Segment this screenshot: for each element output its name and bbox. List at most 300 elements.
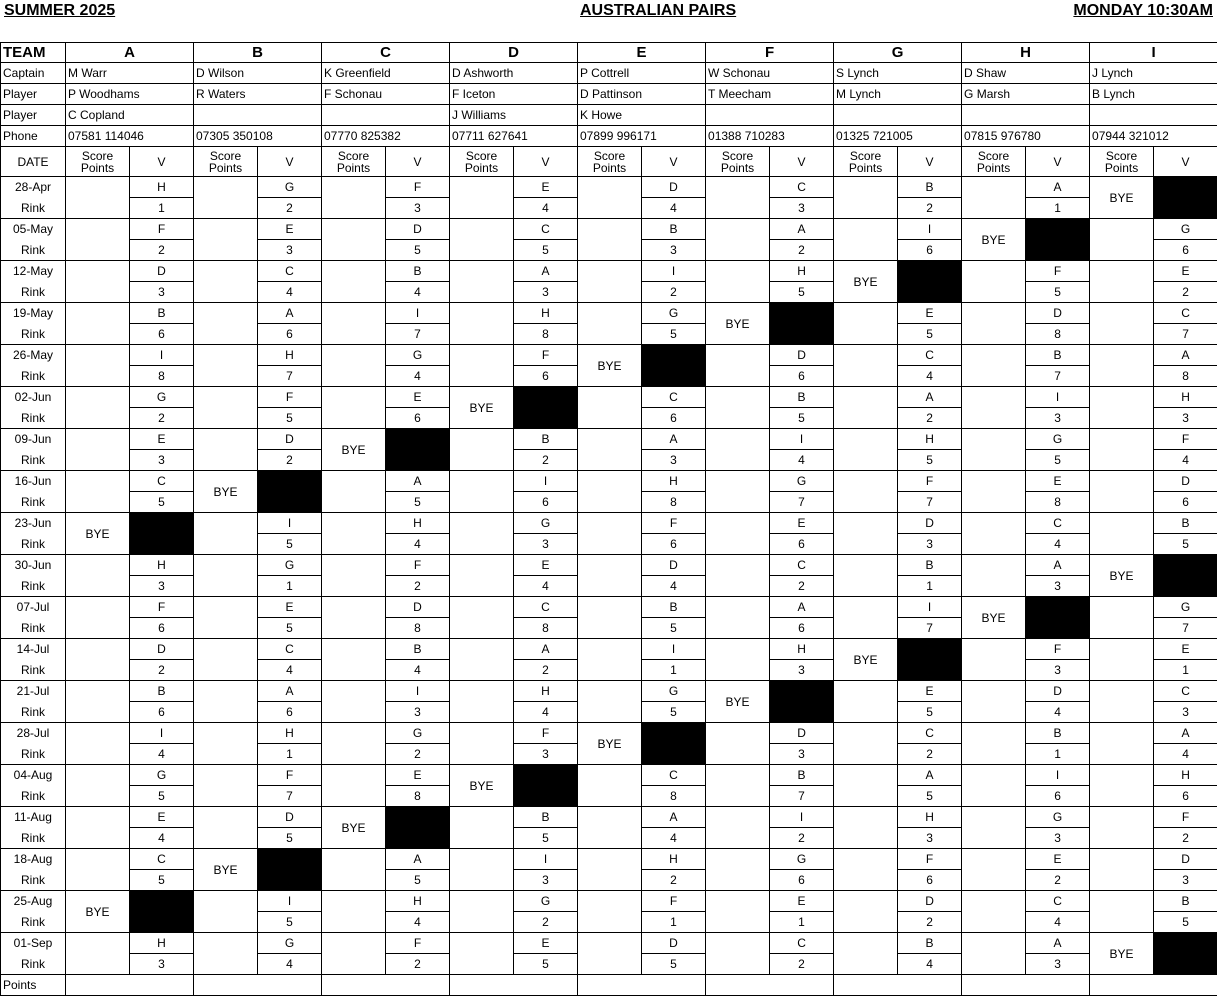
bye-cell: BYE (834, 261, 898, 303)
score-cell (1090, 744, 1154, 765)
score-cell (834, 408, 898, 429)
fixture-row (1, 471, 1217, 492)
rink-cell: 5 (258, 912, 322, 933)
score-cell (578, 534, 642, 555)
score-cell (962, 345, 1026, 366)
opponent-cell: E (258, 219, 322, 240)
rink-cell: 6 (642, 534, 706, 555)
rink-label: Rink (1, 660, 66, 681)
score-cell (706, 660, 770, 681)
score-cell (834, 912, 898, 933)
score-label: Score (849, 148, 882, 163)
team-captain: K Greenfield (322, 63, 450, 84)
score-cell (1090, 261, 1154, 282)
score-cell (1090, 681, 1154, 702)
fixture-date: 05-May (1, 219, 66, 240)
rink-label: Rink (1, 786, 66, 807)
score-cell (706, 471, 770, 492)
rink-cell: 5 (258, 618, 322, 639)
team-captain: D Ashworth (450, 63, 578, 84)
score-cell (322, 555, 386, 576)
score-cell (66, 639, 130, 660)
score-cell (578, 282, 642, 303)
score-cell (834, 429, 898, 450)
rink-cell: 4 (130, 828, 194, 849)
bye-cell: BYE (834, 639, 898, 681)
opponent-cell: A (642, 807, 706, 828)
team-player1: M Lynch (834, 84, 962, 105)
player-row (1, 105, 1217, 126)
score-cell (322, 744, 386, 765)
opponent-cell: A (1154, 723, 1217, 744)
opponent-cell: D (1026, 681, 1090, 702)
team-letter: F (706, 43, 834, 63)
score-cell (578, 660, 642, 681)
session-time: MONDAY 10:30AM (1073, 2, 1213, 19)
opponent-cell: G (1154, 219, 1217, 240)
opponent-cell: C (1026, 513, 1090, 534)
rink-label: Rink (1, 450, 66, 471)
score-cell (322, 198, 386, 219)
rink-label: Rink (1, 366, 66, 387)
bye-blackout (898, 261, 962, 303)
score-cell (322, 261, 386, 282)
team-letter: C (322, 43, 450, 63)
team-player2: J Williams (450, 105, 578, 126)
score-cell (194, 282, 258, 303)
fixture-row (1, 177, 1217, 198)
score-cell (322, 912, 386, 933)
rink-cell: 2 (898, 744, 962, 765)
opponent-cell: I (642, 261, 706, 282)
score-cell (450, 576, 514, 597)
opponent-cell: G (1026, 807, 1090, 828)
rink-cell: 3 (770, 198, 834, 219)
fixture-date: 23-Jun (1, 513, 66, 534)
fixture-date: 04-Aug (1, 765, 66, 786)
opponent-cell: I (770, 429, 834, 450)
opponent-cell: G (386, 345, 450, 366)
rink-cell: 2 (130, 240, 194, 261)
score-cell (962, 471, 1026, 492)
score-cell (1090, 429, 1154, 450)
opponent-cell: C (898, 723, 962, 744)
bye-blackout (258, 471, 322, 513)
rink-cell: 3 (1154, 702, 1217, 723)
opponent-cell: G (642, 303, 706, 324)
points-label: Points (1, 975, 66, 996)
opponent-cell: I (1026, 765, 1090, 786)
opponent-cell: A (770, 597, 834, 618)
rink-label: Rink (1, 912, 66, 933)
bye-cell: BYE (578, 345, 642, 387)
opponent-cell: D (898, 891, 962, 912)
score-cell (962, 744, 1026, 765)
rink-cell: 2 (258, 198, 322, 219)
rink-cell: 5 (642, 702, 706, 723)
score-cell (706, 555, 770, 576)
score-cell (66, 324, 130, 345)
score-cell (66, 786, 130, 807)
bye-cell: BYE (962, 597, 1026, 639)
rink-cell: 7 (258, 366, 322, 387)
rink-cell: 4 (258, 954, 322, 975)
points-total-row (1, 975, 1217, 996)
rink-cell: 7 (1154, 618, 1217, 639)
score-cell (578, 303, 642, 324)
fixture-row (1, 219, 1217, 240)
team-player1: G Marsh (962, 84, 1090, 105)
rink-cell: 6 (770, 870, 834, 891)
opponent-cell: D (130, 639, 194, 660)
score-cell (834, 618, 898, 639)
rink-cell: 5 (130, 870, 194, 891)
score-cell (450, 345, 514, 366)
bye-cell: BYE (322, 807, 386, 849)
score-cell (194, 639, 258, 660)
score-cell (194, 387, 258, 408)
fixture-row (1, 513, 1217, 534)
score-cell (450, 513, 514, 534)
score-cell (834, 303, 898, 324)
opponent-cell: I (386, 303, 450, 324)
score-cell (66, 744, 130, 765)
rink-cell: 4 (258, 660, 322, 681)
opponent-cell: B (1026, 723, 1090, 744)
opponent-cell: G (1154, 597, 1217, 618)
rink-cell: 3 (514, 282, 578, 303)
score-points-header (322, 147, 386, 177)
rink-cell: 7 (386, 324, 450, 345)
score-cell (322, 765, 386, 786)
score-cell (578, 492, 642, 513)
score-cell (450, 723, 514, 744)
rink-cell: 5 (770, 408, 834, 429)
score-cell (1090, 828, 1154, 849)
fixture-row (1, 807, 1217, 828)
opponent-cell: A (898, 387, 962, 408)
opponent-cell: A (258, 303, 322, 324)
opponent-cell: H (386, 891, 450, 912)
rink-cell: 5 (642, 954, 706, 975)
opponent-cell: I (514, 471, 578, 492)
rink-cell: 4 (386, 282, 450, 303)
team-points-total (322, 975, 450, 996)
score-cell (578, 240, 642, 261)
score-cell (194, 429, 258, 450)
points-label: Points (208, 160, 243, 175)
score-cell (962, 555, 1026, 576)
score-cell (578, 639, 642, 660)
score-cell (450, 849, 514, 870)
rink-row (1, 660, 1217, 681)
player-row (1, 84, 1217, 105)
score-cell (322, 471, 386, 492)
score-cell (578, 807, 642, 828)
score-cell (834, 366, 898, 387)
opponent-cell: A (770, 219, 834, 240)
opponent-cell: F (386, 177, 450, 198)
fixture-row (1, 597, 1217, 618)
rink-cell: 5 (1026, 282, 1090, 303)
opponent-cell: F (898, 849, 962, 870)
score-cell (706, 597, 770, 618)
team-captain: J Lynch (1090, 63, 1217, 84)
rink-label: Rink (1, 492, 66, 513)
opponent-cell: B (130, 681, 194, 702)
score-cell (962, 870, 1026, 891)
rink-cell: 6 (642, 408, 706, 429)
score-cell (578, 618, 642, 639)
score-cell (962, 534, 1026, 555)
opponent-cell: E (770, 891, 834, 912)
score-points-header (834, 147, 898, 177)
opponent-cell: E (386, 387, 450, 408)
score-cell (450, 261, 514, 282)
rink-cell: 2 (386, 954, 450, 975)
score-cell (450, 870, 514, 891)
score-cell (578, 408, 642, 429)
opponent-cell: D (642, 177, 706, 198)
score-cell (962, 723, 1026, 744)
score-cell (706, 219, 770, 240)
opponent-cell: I (258, 891, 322, 912)
opponent-cell: F (642, 891, 706, 912)
opponent-cell: C (1026, 891, 1090, 912)
rink-cell: 3 (258, 240, 322, 261)
opponent-cell: E (258, 597, 322, 618)
rink-cell: 4 (1026, 912, 1090, 933)
score-cell (194, 954, 258, 975)
opponent-cell: A (1026, 177, 1090, 198)
score-cell (1090, 387, 1154, 408)
score-cell (578, 891, 642, 912)
opponent-cell: B (386, 261, 450, 282)
opponent-cell: G (130, 387, 194, 408)
rink-cell: 2 (898, 198, 962, 219)
score-cell (962, 513, 1026, 534)
rink-label: Rink (1, 240, 66, 261)
rink-cell: 4 (642, 198, 706, 219)
score-cell (706, 870, 770, 891)
points-label: Points (592, 160, 627, 175)
rink-cell: 6 (130, 702, 194, 723)
opponent-cell: C (1154, 681, 1217, 702)
score-cell (322, 492, 386, 513)
team-player2 (194, 105, 322, 126)
score-cell (322, 534, 386, 555)
score-cell (322, 933, 386, 954)
opponent-cell: D (770, 723, 834, 744)
opponent-cell: H (1154, 387, 1217, 408)
rink-cell: 5 (386, 870, 450, 891)
score-cell (450, 555, 514, 576)
score-cell (706, 891, 770, 912)
rink-cell: 6 (1026, 786, 1090, 807)
rink-cell: 4 (1026, 702, 1090, 723)
score-cell (194, 828, 258, 849)
score-cell (1090, 303, 1154, 324)
score-cell (66, 198, 130, 219)
rink-cell: 3 (130, 954, 194, 975)
opponent-cell: F (642, 513, 706, 534)
rink-cell: 2 (1154, 828, 1217, 849)
rink-cell: 2 (898, 912, 962, 933)
rink-cell: 3 (130, 576, 194, 597)
fixture-row (1, 261, 1217, 282)
fixture-date: 16-Jun (1, 471, 66, 492)
opponent-cell: I (130, 345, 194, 366)
score-cell (578, 576, 642, 597)
opponent-cell: C (770, 177, 834, 198)
score-cell (450, 891, 514, 912)
score-cell (322, 681, 386, 702)
opponent-cell: B (1154, 513, 1217, 534)
opponent-cell: H (514, 681, 578, 702)
fixture-date: 07-Jul (1, 597, 66, 618)
bye-blackout (258, 849, 322, 891)
score-cell (450, 303, 514, 324)
opponent-cell: I (130, 723, 194, 744)
v-label: V (514, 147, 578, 177)
rink-cell: 6 (386, 408, 450, 429)
team-phone: 07815 976780 (962, 126, 1090, 147)
score-cell (834, 513, 898, 534)
score-cell (962, 450, 1026, 471)
team-player1: F Iceton (450, 84, 578, 105)
opponent-cell: A (1026, 555, 1090, 576)
rink-cell: 4 (1154, 450, 1217, 471)
opponent-cell: E (130, 429, 194, 450)
score-cell (706, 198, 770, 219)
rink-cell: 2 (1026, 870, 1090, 891)
points-label: Points (464, 160, 499, 175)
opponent-cell: G (258, 555, 322, 576)
score-cell (962, 408, 1026, 429)
score-cell (450, 702, 514, 723)
team-captain: D Shaw (962, 63, 1090, 84)
opponent-cell: F (898, 471, 962, 492)
score-label: Score (1105, 148, 1138, 163)
score-cell (578, 954, 642, 975)
rink-cell: 8 (514, 324, 578, 345)
fixture-row (1, 681, 1217, 702)
score-cell (578, 471, 642, 492)
rink-cell: 8 (1026, 492, 1090, 513)
score-cell (962, 828, 1026, 849)
score-cell (578, 933, 642, 954)
team-letter: H (962, 43, 1090, 63)
bye-cell: BYE (194, 849, 258, 891)
rink-cell: 2 (770, 576, 834, 597)
opponent-cell: D (898, 513, 962, 534)
score-cell (706, 177, 770, 198)
score-cell (578, 849, 642, 870)
score-cell (962, 366, 1026, 387)
v-label: V (1026, 147, 1090, 177)
team-points-total (706, 975, 834, 996)
score-cell (194, 366, 258, 387)
score-cell (706, 954, 770, 975)
rink-cell: 7 (1026, 366, 1090, 387)
score-cell (66, 366, 130, 387)
rink-cell: 2 (642, 282, 706, 303)
rink-cell: 5 (1154, 912, 1217, 933)
opponent-cell: F (258, 765, 322, 786)
opponent-cell: E (898, 303, 962, 324)
score-cell (450, 954, 514, 975)
opponent-cell: E (130, 807, 194, 828)
opponent-cell: C (898, 345, 962, 366)
opponent-cell: F (386, 555, 450, 576)
rink-cell: 2 (514, 912, 578, 933)
score-cell (66, 387, 130, 408)
rink-cell: 3 (898, 534, 962, 555)
fixture-date: 14-Jul (1, 639, 66, 660)
opponent-cell: E (514, 555, 578, 576)
score-cell (706, 828, 770, 849)
team-player2: K Howe (578, 105, 706, 126)
opponent-cell: B (770, 387, 834, 408)
rink-cell: 3 (386, 702, 450, 723)
rink-row (1, 576, 1217, 597)
score-cell (1090, 240, 1154, 261)
score-cell (194, 765, 258, 786)
fixture-date: 21-Jul (1, 681, 66, 702)
opponent-cell: A (1154, 345, 1217, 366)
opponent-cell: D (258, 807, 322, 828)
score-cell (66, 870, 130, 891)
opponent-cell: E (1154, 261, 1217, 282)
rink-cell: 2 (642, 870, 706, 891)
score-cell (322, 513, 386, 534)
score-cell (1090, 639, 1154, 660)
rink-cell: 6 (770, 534, 834, 555)
score-cell (66, 303, 130, 324)
opponent-cell: A (514, 639, 578, 660)
rink-cell: 3 (642, 240, 706, 261)
bye-cell: BYE (66, 513, 130, 555)
score-label: Score (593, 148, 626, 163)
score-label: Score (465, 148, 498, 163)
fixture-date: 25-Aug (1, 891, 66, 912)
score-cell (706, 408, 770, 429)
rink-cell: 3 (1026, 954, 1090, 975)
opponent-cell: I (898, 219, 962, 240)
score-cell (706, 576, 770, 597)
score-cell (450, 240, 514, 261)
team-points-total (66, 975, 194, 996)
score-cell (450, 366, 514, 387)
captain-row (1, 63, 1217, 84)
score-cell (66, 849, 130, 870)
rink-cell: 1 (642, 660, 706, 681)
fixture-date: 30-Jun (1, 555, 66, 576)
opponent-cell: F (386, 933, 450, 954)
v-label: V (642, 147, 706, 177)
rink-cell: 2 (898, 408, 962, 429)
score-cell (450, 492, 514, 513)
rink-cell: 5 (642, 618, 706, 639)
team-captain: W Schonau (706, 63, 834, 84)
bye-cell: BYE (706, 303, 770, 345)
rink-cell: 8 (386, 618, 450, 639)
team-player1: T Meecham (706, 84, 834, 105)
score-cell (322, 408, 386, 429)
rink-cell: 3 (1026, 660, 1090, 681)
rink-row (1, 450, 1217, 471)
rink-cell: 4 (898, 366, 962, 387)
